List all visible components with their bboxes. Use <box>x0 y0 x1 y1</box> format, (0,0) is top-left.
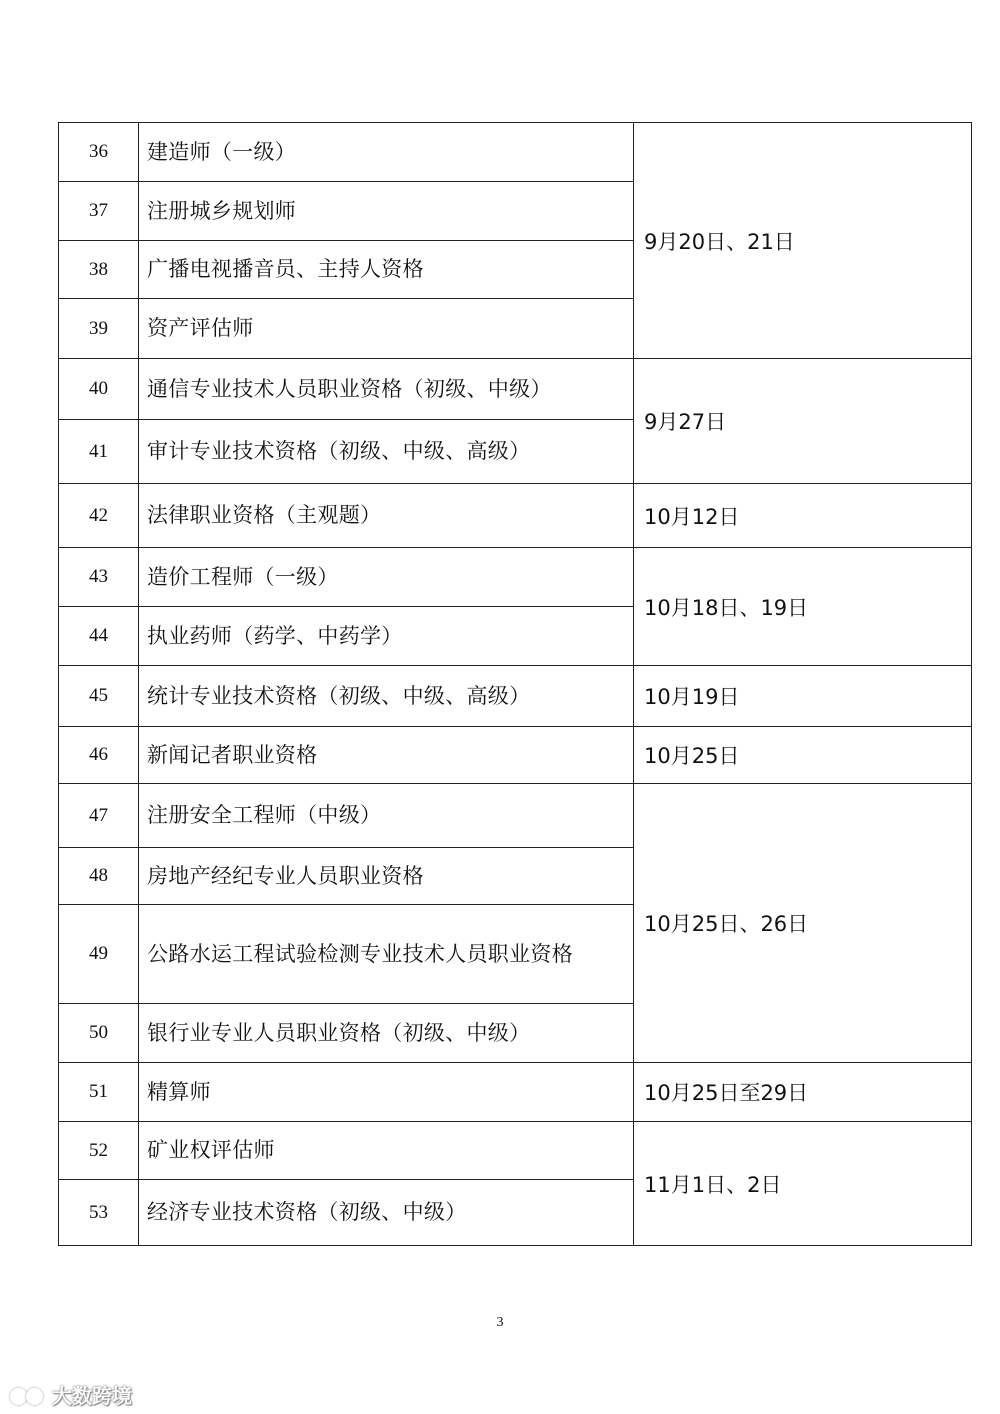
exam-name: 注册安全工程师（中级） <box>139 784 634 848</box>
exam-name: 审计专业技术资格（初级、中级、高级） <box>139 420 634 484</box>
exam-date: 10月19日 <box>634 666 972 727</box>
exam-name: 注册城乡规划师 <box>139 182 634 241</box>
exam-number: 39 <box>59 299 139 359</box>
exam-number: 48 <box>59 848 139 905</box>
exam-number: 51 <box>59 1063 139 1122</box>
table-row <box>59 548 972 607</box>
watermark-text: 大数跨境 <box>52 1384 132 1408</box>
exam-number: 43 <box>59 548 139 607</box>
exam-number: 49 <box>59 905 139 1004</box>
exam-date: 11月1日、2日 <box>634 1122 972 1246</box>
exam-name: 法律职业资格（主观题） <box>139 484 634 548</box>
table-row <box>59 484 972 548</box>
exam-date: 10月25日至29日 <box>634 1063 972 1122</box>
table-row <box>59 123 972 182</box>
exam-number: 40 <box>59 359 139 420</box>
exam-date: 10月25日 <box>634 727 972 784</box>
exam-name: 公路水运工程试验检测专业技术人员职业资格 <box>139 905 634 1004</box>
exam-name: 资产评估师 <box>139 299 634 359</box>
exam-name: 广播电视播音员、主持人资格 <box>139 241 634 299</box>
exam-name: 经济专业技术资格（初级、中级） <box>139 1180 634 1246</box>
exam-name: 造价工程师（一级） <box>139 548 634 607</box>
watermark-logo-icon <box>8 1384 48 1406</box>
table-row <box>59 1122 972 1180</box>
exam-name: 房地产经纪专业人员职业资格 <box>139 848 634 905</box>
exam-name: 矿业权评估师 <box>139 1122 634 1180</box>
exam-schedule-body <box>59 123 972 1246</box>
exam-name: 统计专业技术资格（初级、中级、高级） <box>139 666 634 727</box>
exam-number: 36 <box>59 123 139 182</box>
page-number: 3 <box>496 1315 504 1330</box>
exam-name: 新闻记者职业资格 <box>139 727 634 784</box>
exam-number: 44 <box>59 607 139 666</box>
exam-number: 45 <box>59 666 139 727</box>
table-row <box>59 1063 972 1122</box>
exam-schedule-table <box>58 122 972 1246</box>
exam-number: 52 <box>59 1122 139 1180</box>
exam-name: 银行业专业人员职业资格（初级、中级） <box>139 1004 634 1063</box>
exam-date: 10月12日 <box>634 484 972 548</box>
exam-date: 10月25日、26日 <box>634 784 972 1063</box>
exam-date: 10月18日、19日 <box>634 548 972 666</box>
exam-number: 46 <box>59 727 139 784</box>
exam-number: 38 <box>59 241 139 299</box>
table-row <box>59 784 972 848</box>
table-row <box>59 666 972 727</box>
exam-date: 9月20日、21日 <box>634 123 972 359</box>
watermark <box>8 1380 132 1409</box>
exam-name: 建造师（一级） <box>139 123 634 182</box>
exam-number: 53 <box>59 1180 139 1246</box>
exam-number: 42 <box>59 484 139 548</box>
exam-number: 37 <box>59 182 139 241</box>
exam-name: 通信专业技术人员职业资格（初级、中级） <box>139 359 634 420</box>
exam-name: 执业药师（药学、中药学） <box>139 607 634 666</box>
table-row <box>59 727 972 784</box>
table-row <box>59 359 972 420</box>
exam-number: 41 <box>59 420 139 484</box>
exam-name: 精算师 <box>139 1063 634 1122</box>
exam-number: 47 <box>59 784 139 848</box>
exam-number: 50 <box>59 1004 139 1063</box>
exam-date: 9月27日 <box>634 359 972 484</box>
